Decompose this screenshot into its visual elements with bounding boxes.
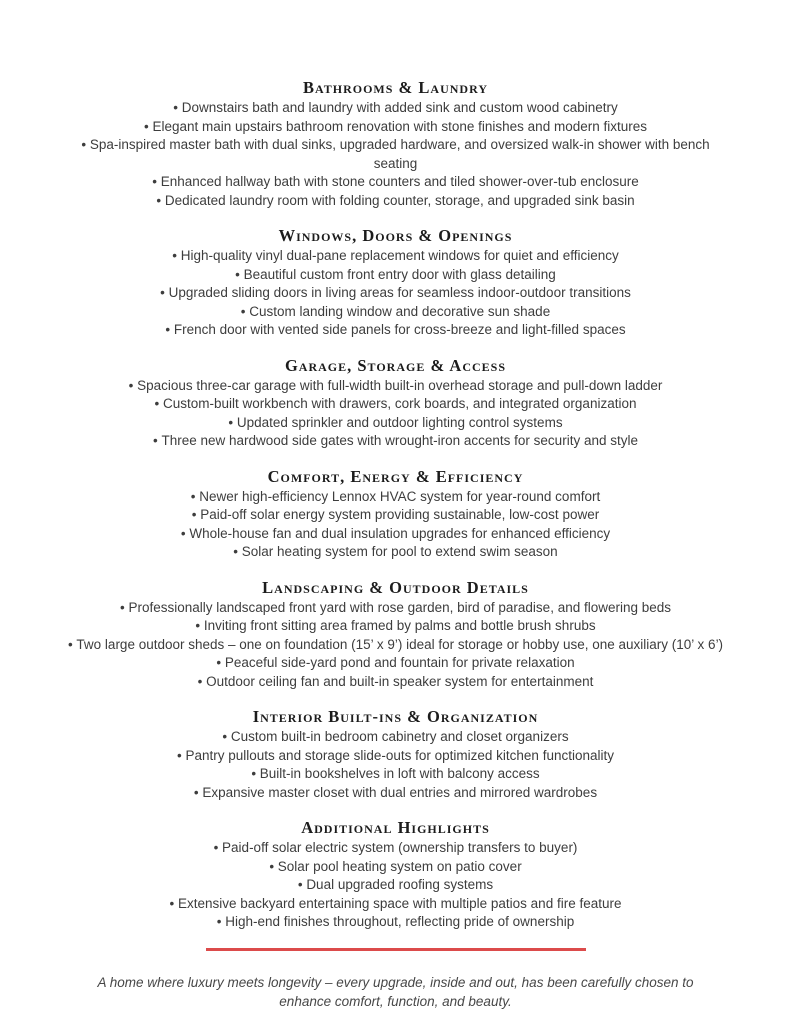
feature-item: • Enhanced hallway bath with stone counters and tiled shower-over-tub enclosure <box>60 173 731 192</box>
feature-item: • Spacious three-car garage with full-width built-in overhead storage and pull-down ladder <box>60 377 731 396</box>
section-additional-highlights <box>60 818 731 932</box>
section-landscaping-outdoor-details <box>60 578 731 692</box>
feature-item: • Extensive backyard entertaining space with multiple patios and fire feature <box>60 895 731 914</box>
feature-item: • Expansive master closet with dual entries and mirrored wardrobes <box>60 784 731 803</box>
feature-item: • Elegant main upstairs bathroom renovation with stone finishes and modern fixtures <box>60 118 731 137</box>
feature-item: • Solar pool heating system on patio cover <box>60 858 731 877</box>
section-title: Garage, Storage & Access <box>284 355 507 375</box>
section-title: Windows, Doors & Openings <box>278 226 513 245</box>
feature-item: • Built-in bookshelves in loft with balcony access <box>60 765 731 784</box>
feature-item: • Paid-off solar energy system providing sustainable, low-cost power <box>60 506 731 525</box>
feature-item: • Downstairs bath and laundry with added sink and custom wood cabinetry <box>60 99 731 118</box>
feature-item: • Three new hardwood side gates with wrought-iron accents for security and style <box>60 432 731 451</box>
feature-item: • Beautiful custom front entry door with glass detailing <box>60 266 731 285</box>
feature-item: • Newer high-efficiency Lennox HVAC system for year-round comfort <box>60 488 731 507</box>
feature-item: • Upgraded sliding doors in living areas for seamless indoor-outdoor transitions <box>60 284 731 303</box>
feature-item: • Paid-off solar electric system (ownership transfers to buyer) <box>60 839 731 858</box>
section-title: Comfort, Energy & Efficiency <box>267 466 524 486</box>
section-comfort-energy-efficiency <box>60 467 731 562</box>
feature-item: • Dual upgraded roofing systems <box>60 876 731 895</box>
feature-item: • Solar heating system for pool to extend swim season <box>60 543 731 562</box>
section-title: Bathrooms & Laundry <box>302 78 489 97</box>
feature-item: • French door with vented side panels for cross-breeze and light-filled spaces <box>60 321 731 340</box>
section-bathrooms-laundry <box>60 78 731 210</box>
feature-item: • Outdoor ceiling fan and built-in speaker system for entertainment <box>60 673 731 692</box>
feature-item: • Dedicated laundry room with folding counter, storage, and upgraded sink basin <box>60 192 731 211</box>
section-title: Additional Highlights <box>301 818 490 837</box>
closing-note: A home where luxury meets longevity – every upgrade, inside and out, has been carefully chosen to enhance comfort, function, and beauty. <box>97 974 694 1009</box>
feature-item: • Pantry pullouts and storage slide-outs for optimized kitchen functionality <box>60 747 731 766</box>
section-garage-storage-access <box>60 356 731 451</box>
section-windows-doors-openings <box>60 226 731 340</box>
feature-item: • Professionally landscaped front yard with rose garden, bird of paradise, and flowering beds <box>60 599 731 618</box>
feature-item: • Two large outdoor sheds – one on foundation (15’ x 9’) ideal for storage or hobby use, one auxiliary (10’ x 6’) <box>60 636 731 655</box>
feature-item: • Spa-inspired master bath with dual sinks, upgraded hardware, and oversized walk-in shower with bench seating <box>60 136 731 173</box>
feature-item: • Inviting front sitting area framed by palms and bottle brush shrubs <box>60 617 731 636</box>
feature-item: • Custom-built workbench with drawers, cork boards, and integrated organization <box>60 395 731 414</box>
feature-item: • Peaceful side-yard pond and fountain for private relaxation <box>60 654 731 673</box>
feature-item: • Whole-house fan and dual insulation upgrades for enhanced efficiency <box>60 525 731 544</box>
feature-item: • High-quality vinyl dual-pane replacement windows for quiet and efficiency <box>60 247 731 266</box>
feature-item: • Updated sprinkler and outdoor lighting control systems <box>60 414 731 433</box>
feature-item: • High-end finishes throughout, reflecting pride of ownership <box>60 913 731 932</box>
feature-item: • Custom landing window and decorative sun shade <box>60 303 731 322</box>
section-title: Landscaping & Outdoor Details <box>262 577 529 597</box>
red-divider-line <box>206 948 586 951</box>
section-title: Interior Built-ins & Organization <box>252 707 539 726</box>
feature-item: • Custom built-in bedroom cabinetry and closet organizers <box>60 728 731 747</box>
section-interior-builtins-organization <box>60 707 731 802</box>
